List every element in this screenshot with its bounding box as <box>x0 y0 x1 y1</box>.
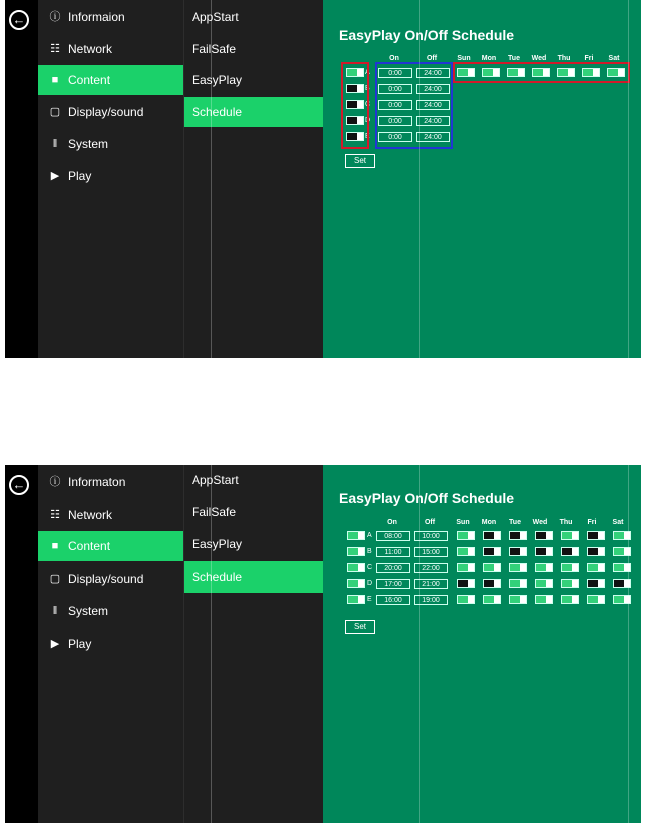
header-mon: Mon <box>481 519 497 526</box>
day-toggle-sun[interactable] <box>457 595 475 604</box>
header-fri: Fri <box>587 519 597 526</box>
day-toggle-mon[interactable] <box>483 595 501 604</box>
day-toggle-sun[interactable] <box>457 547 475 556</box>
header-sun: Sun <box>456 519 470 526</box>
submenu <box>183 465 324 823</box>
submenu-item-appstart[interactable]: AppStart <box>192 473 239 487</box>
toggle-knob <box>358 548 364 555</box>
day-toggle-tue[interactable] <box>509 579 527 588</box>
sidebar-item-content[interactable]: ■ Content <box>38 531 183 561</box>
toggle-knob <box>468 580 474 587</box>
on-time-field[interactable]: 08:00 <box>376 531 410 541</box>
submenu-item-failsafe[interactable]: FailSafe <box>192 42 237 56</box>
day-toggle-thu[interactable] <box>561 563 579 572</box>
toggle-knob <box>468 564 474 571</box>
page-title: EasyPlay On/Off Schedule <box>339 27 515 43</box>
day-toggle-tue[interactable] <box>509 563 527 572</box>
toggle-knob <box>494 548 500 555</box>
on-time-field[interactable]: 0:00 <box>378 84 412 94</box>
toggle-knob <box>468 548 474 555</box>
day-toggle-mon[interactable] <box>483 579 501 588</box>
day-toggle-sun[interactable] <box>457 563 475 572</box>
folder-icon: ■ <box>51 540 59 552</box>
day-toggle-fri[interactable] <box>587 547 605 556</box>
highlight-time-columns <box>375 62 453 149</box>
header-thu: Thu <box>559 519 573 526</box>
day-toggle-mon[interactable] <box>483 563 501 572</box>
row-label: C <box>367 564 373 571</box>
screen-top <box>5 0 641 358</box>
toggle-knob <box>358 596 364 603</box>
divider <box>211 465 212 823</box>
sidebar-item-network[interactable]: ☷ Network <box>38 34 183 64</box>
sidebar-item-information[interactable]: ⓘ Informaion <box>49 10 125 24</box>
toggle-knob <box>598 548 604 555</box>
row-enable-toggle[interactable] <box>347 531 365 540</box>
toggle-knob <box>494 532 500 539</box>
row-enable-toggle[interactable] <box>347 595 365 604</box>
submenu-item-schedule[interactable]: Schedule <box>184 97 324 127</box>
day-toggle-thu[interactable] <box>561 579 579 588</box>
row-label: A <box>367 532 372 539</box>
divider <box>419 465 420 823</box>
row-label: A <box>365 69 370 76</box>
divider <box>628 465 629 823</box>
header-sun: Sun <box>457 55 471 62</box>
header-sat: Sat <box>608 55 620 62</box>
off-time-field[interactable]: 24:00 <box>416 84 450 94</box>
submenu-item-easyplay[interactable]: EasyPlay <box>192 537 243 551</box>
submenu-item-appstart[interactable]: AppStart <box>192 10 239 24</box>
toggle-knob <box>494 596 500 603</box>
schedule-panel <box>323 0 641 358</box>
set-button[interactable]: Set <box>345 154 375 168</box>
day-toggle-thu[interactable] <box>561 595 579 604</box>
row-label: E <box>365 133 370 140</box>
toggle-knob <box>598 564 604 571</box>
on-time-field[interactable]: 20:00 <box>376 563 410 573</box>
info-icon: ⓘ <box>49 476 61 488</box>
toggle-knob <box>520 596 526 603</box>
day-toggle-thu[interactable] <box>561 531 579 540</box>
toggle-knob <box>546 564 552 571</box>
toggle-knob <box>572 548 578 555</box>
header-on: On <box>389 55 399 62</box>
row-label: E <box>367 596 372 603</box>
on-time-field[interactable]: 11:00 <box>376 547 410 557</box>
sidebar-item-content[interactable]: ■ Content <box>38 65 183 95</box>
day-toggle-mon[interactable] <box>483 531 501 540</box>
toggle-knob <box>624 532 630 539</box>
toggle-knob <box>572 564 578 571</box>
day-toggle-fri[interactable] <box>587 595 605 604</box>
day-toggle-wed[interactable] <box>535 547 553 556</box>
sidebar-item-display-sound[interactable]: ▢ Display/sound <box>49 572 144 586</box>
on-time-field[interactable]: 16:00 <box>376 595 410 605</box>
toggle-knob <box>598 580 604 587</box>
day-toggle-sun[interactable] <box>457 579 475 588</box>
toggle-knob <box>520 580 526 587</box>
submenu-item-schedule[interactable]: Schedule <box>184 561 324 593</box>
header-wed: Wed <box>531 55 547 62</box>
header-fri: Fri <box>584 55 594 62</box>
monitor-icon: ▢ <box>49 106 61 118</box>
toggle-knob <box>546 596 552 603</box>
sidebar-item-play[interactable]: ▶ Play <box>38 629 183 659</box>
day-toggle-wed[interactable] <box>535 531 553 540</box>
day-toggle-tue[interactable] <box>509 531 527 540</box>
back-arrow-icon[interactable]: ← <box>9 475 29 495</box>
toggle-knob <box>468 596 474 603</box>
toggle-knob <box>572 596 578 603</box>
sidebar <box>38 465 183 823</box>
day-toggle-mon[interactable] <box>483 547 501 556</box>
toggle-knob <box>546 548 552 555</box>
on-time-field[interactable]: 0:00 <box>378 132 412 142</box>
toggle-knob <box>546 580 552 587</box>
toggle-knob <box>598 596 604 603</box>
row-label: D <box>365 117 371 124</box>
on-time-field[interactable]: 17:00 <box>376 579 410 589</box>
toggle-knob <box>624 564 630 571</box>
toggle-knob <box>520 564 526 571</box>
header-wed: Wed <box>532 519 548 526</box>
off-time-field[interactable]: 24:00 <box>416 68 450 78</box>
day-toggle-wed[interactable] <box>535 595 553 604</box>
toggle-knob <box>494 580 500 587</box>
header-sat: Sat <box>612 519 624 526</box>
system-icon: ‖ <box>52 605 58 617</box>
day-toggle-fri[interactable] <box>587 531 605 540</box>
toggle-knob <box>624 596 630 603</box>
off-time-field[interactable]: 22:00 <box>414 563 448 573</box>
network-icon: ☷ <box>50 509 60 521</box>
submenu <box>183 0 324 358</box>
day-toggle-wed[interactable] <box>535 579 553 588</box>
row-label: B <box>365 85 370 92</box>
play-icon: ▶ <box>50 638 60 650</box>
header-mon: Mon <box>481 55 497 62</box>
header-on: On <box>387 519 397 526</box>
day-toggle-fri[interactable] <box>587 563 605 572</box>
toggle-knob <box>572 580 578 587</box>
divider <box>628 0 629 358</box>
highlight-enable-column <box>341 62 369 149</box>
day-toggle-wed[interactable] <box>535 563 553 572</box>
day-toggle-tue[interactable] <box>509 595 527 604</box>
play-icon: ▶ <box>50 170 60 182</box>
toggle-knob <box>624 548 630 555</box>
set-button[interactable]: Set <box>345 620 375 634</box>
header-thu: Thu <box>557 55 571 62</box>
toggle-knob <box>358 580 364 587</box>
on-time-field[interactable]: 0:00 <box>378 68 412 78</box>
info-icon: ⓘ <box>49 11 61 23</box>
toggle-knob <box>598 532 604 539</box>
sidebar-item-system[interactable]: ‖ System <box>38 596 183 626</box>
off-time-field[interactable]: 10:00 <box>414 531 448 541</box>
toggle-knob <box>468 532 474 539</box>
header-off: Off <box>424 519 436 526</box>
off-time-field[interactable]: 19:00 <box>414 595 448 605</box>
toggle-knob <box>520 548 526 555</box>
day-toggle-thu[interactable] <box>561 547 579 556</box>
toggle-knob <box>624 580 630 587</box>
toggle-knob <box>358 564 364 571</box>
network-icon: ☷ <box>50 43 60 55</box>
row-enable-toggle[interactable] <box>347 547 365 556</box>
on-time-field[interactable]: 0:00 <box>378 100 412 110</box>
row-label: B <box>367 548 372 555</box>
sidebar <box>38 0 183 358</box>
off-time-field[interactable]: 21:00 <box>414 579 448 589</box>
page-title: EasyPlay On/Off Schedule <box>339 490 515 506</box>
off-time-field[interactable]: 15:00 <box>414 547 448 557</box>
header-off: Off <box>426 55 438 62</box>
sidebar-item-system[interactable]: ‖ System <box>38 129 183 159</box>
submenu-item-failsafe[interactable]: FailSafe <box>192 505 237 519</box>
row-label: C <box>365 101 371 108</box>
schedule-panel <box>323 465 641 823</box>
divider <box>419 0 420 358</box>
on-time-field[interactable]: 0:00 <box>378 116 412 126</box>
monitor-icon: ▢ <box>49 573 61 585</box>
toggle-knob <box>358 532 364 539</box>
off-time-field[interactable]: 24:00 <box>416 132 450 142</box>
row-enable-toggle[interactable] <box>347 579 365 588</box>
row-enable-toggle[interactable] <box>347 563 365 572</box>
folder-icon: ■ <box>51 74 59 86</box>
submenu-item-easyplay[interactable]: EasyPlay <box>192 73 243 87</box>
toggle-knob <box>494 564 500 571</box>
header-tue: Tue <box>509 519 521 526</box>
row-label: D <box>367 580 373 587</box>
system-icon: ‖ <box>52 138 58 150</box>
sidebar-item-network[interactable]: ☷ Network <box>38 500 183 530</box>
sidebar-item-play[interactable]: ▶ Play <box>38 161 183 191</box>
back-arrow-icon[interactable]: ← <box>9 10 29 30</box>
header-tue: Tue <box>508 55 520 62</box>
off-time-field[interactable]: 24:00 <box>416 116 450 126</box>
sidebar-item-information[interactable]: ⓘ Informaton <box>49 475 126 489</box>
divider <box>211 0 212 358</box>
highlight-day-row <box>453 62 630 83</box>
screen-bottom <box>5 465 641 823</box>
day-toggle-fri[interactable] <box>587 579 605 588</box>
toggle-knob <box>572 532 578 539</box>
off-time-field[interactable]: 24:00 <box>416 100 450 110</box>
day-toggle-sun[interactable] <box>457 531 475 540</box>
toggle-knob <box>546 532 552 539</box>
day-toggle-tue[interactable] <box>509 547 527 556</box>
sidebar-item-display-sound[interactable]: ▢ Display/sound <box>49 105 144 119</box>
toggle-knob <box>520 532 526 539</box>
